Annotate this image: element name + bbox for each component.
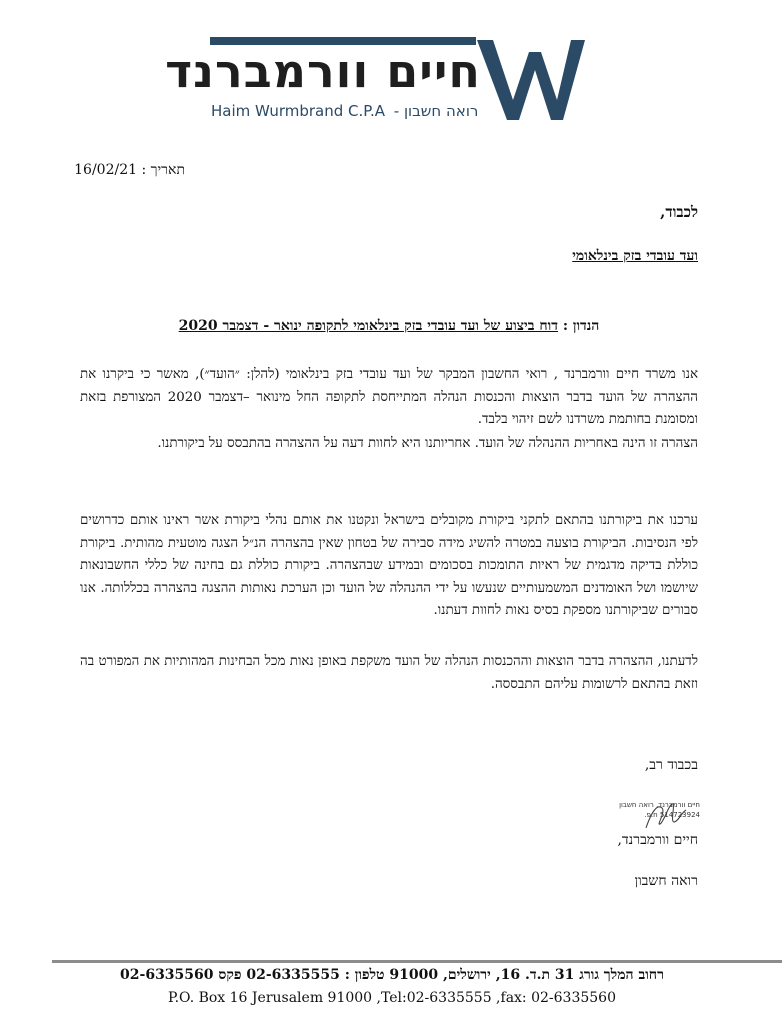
stamp-line-2: 514723924 ח.פ. <box>644 811 700 819</box>
footer-address-hebrew: רחוב המלך גורג 31 ת.ד. 16, ירושלים, 91000 טלפון : 02-6335555 פקס 02-6335560 <box>120 967 664 983</box>
stamp-line-1: חיים וורמברנד, רואה חשבון <box>619 801 700 809</box>
signer-title: רואה חשבון <box>634 873 698 889</box>
date-line: תאריך : 16/02/21 <box>74 162 185 178</box>
footer-address-english: P.O. Box 16 Jerusalem 91000 ,Tel:02-6335555 ,fax: 02-6335560 <box>168 990 616 1006</box>
logo-w-icon <box>477 36 585 122</box>
firm-name-hebrew: חיים וורמברנד <box>165 44 481 98</box>
paragraph-4: לדעתנו, ההצהרה בדבר הוצאות וההכנסות הנהלה של הועד משקפת באופן נאות מכל הבחינות המהותיות את המפורט בה וזאת בהתאם לרשומות עליהם התבססה. <box>80 654 698 692</box>
letterhead-subtitle <box>211 100 487 122</box>
footer-divider <box>52 960 782 963</box>
letterhead <box>165 30 585 126</box>
recipient: ועד עובדי בזק בינלאומי <box>572 248 698 264</box>
signature-icon <box>640 800 690 832</box>
closing: בכבוד רב, <box>644 757 698 773</box>
firm-name-english: Haim Wurmbrand C.P.A <box>211 102 385 120</box>
paragraph-2: הצהרה זו הינה באחריות ההנהלה של הועד. אחריותנו היא לחוות דעה על ההצהרה בהתבסס על ביקורתנו. <box>157 436 698 451</box>
subject-line <box>80 318 698 335</box>
firm-title-hebrew: רואה חשבון - <box>393 102 479 120</box>
subject-text: דוח ביצוע של ועד עובדי בזק בינלאומי לתקופה ינואר - דצמבר 2020 <box>178 318 558 334</box>
salutation: לכבוד, <box>660 203 698 221</box>
subject-prefix: הנדון : <box>562 318 600 334</box>
paragraph-3: ערכנו את ביקורתנו בהתאם לתקני ביקורת מקובלים בישראל ונקטנו את אותם נהלי ביקורת אשר ראינו אותם כדרושים לפי הנסיבות. הביקורת בוצעה במטרה להשיג מידה סבירה של בטחון שאין בהצהרה הנ״ל הצגה מוטעית מהותית. ביקורת כוללת בדיקה מדגמית של ראיות התומכות בסכומים ובמידע שבהצהרה. ביקורת כוללת גם בחינה של כללי החשבונאות שיושמו ושל האומדנים המשמעותיים שנעשו על ידי ההנהלה של הועד וכן הערכת נאותות ההצגה בהצהרה בכללותה. אנו סבורים שביקורתנו מספקת בסיס נאות לחוות דעתנו. <box>80 513 698 618</box>
paragraph-1: אנו משרד חיים וורמברנד , רואי החשבון המבקר של ועד עובדי בזק בינלאומי (להלן: ״הועד״), מאשר כי ביקרנו את ההצהרה של הועד בדבר הוצאות והכנסות הנהלה המתייחסת לתקופה החל מינואר –דצמבר 2020 המצורפת בזאת ומסומנת בחותמת משרדנו לשם זיהוי בלבד. <box>80 367 698 427</box>
signer-name: חיים וורמברנד, <box>617 832 698 848</box>
